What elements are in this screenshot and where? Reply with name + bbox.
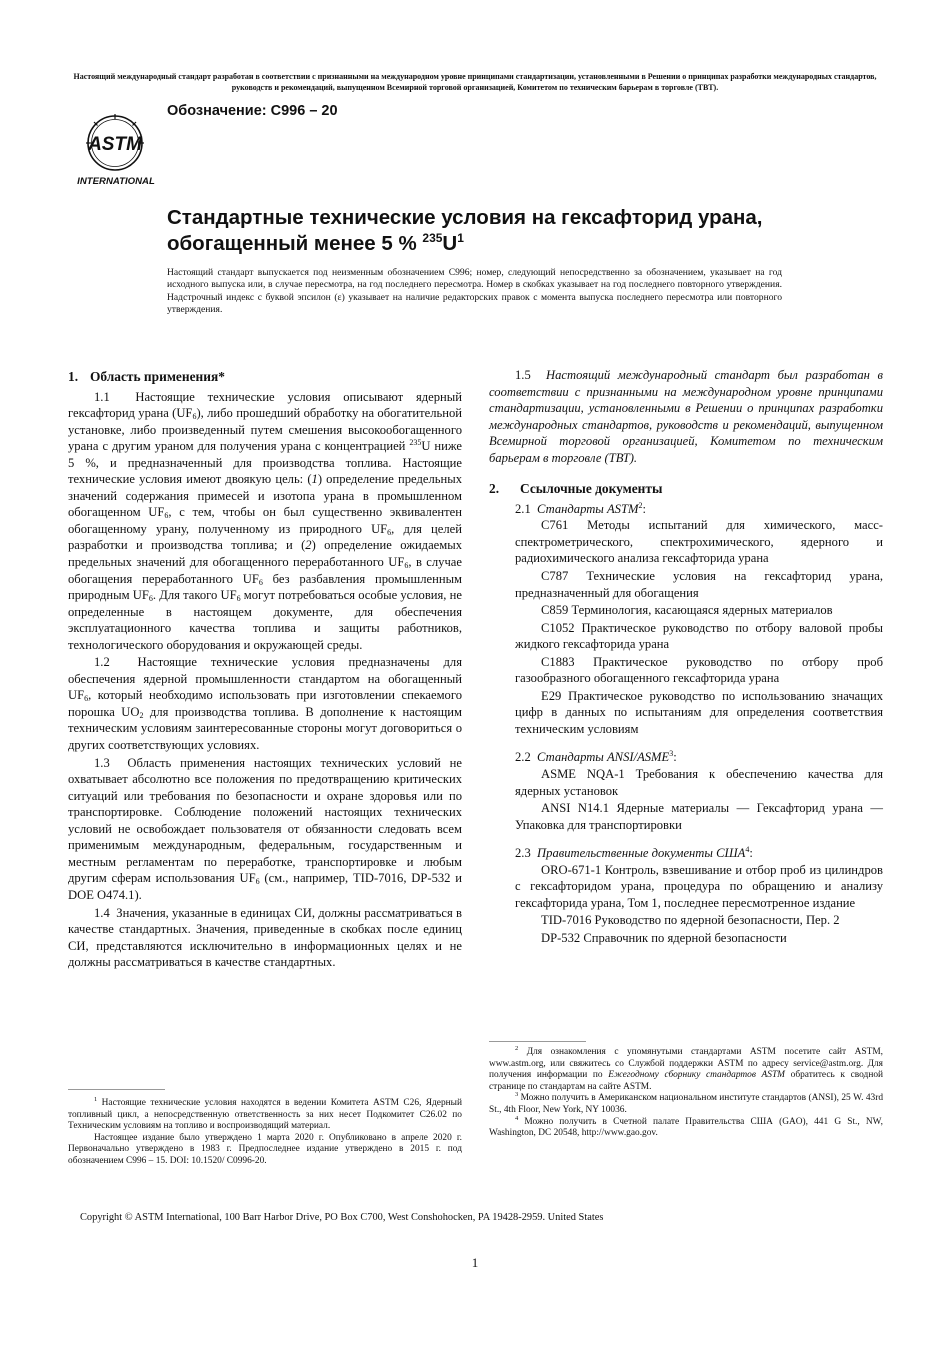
ansi-reference-list [489, 766, 883, 833]
footnote-1-edition: Настоящее издание было утверждено 1 марта 2020 г. Опубликовано в апреле 2020 г. Первоначально утверждено в 1983 г. Предпоследнее издание утверждено в 2015 г. под обозначением C996 – 15. DOI: 10.1520/ C0996-20. [68, 1132, 462, 1166]
footnotes-left [68, 1098, 462, 1168]
subsection-2-1: 2.1 Стандарты ASTM$^2$: [515, 500, 646, 516]
reference-item: DP-532 Справочник по ядерной безопасности [541, 930, 787, 945]
footnote-4: $^4$ Можно получить в Счетной палате Правительства США (GAO), 441 G St., NW, Washington, DC 20548, http://www.gao.gov. [489, 1114, 883, 1139]
reference-item: E29 Практическое руководство по использованию значащих цифр в данных по испытаниям для определения соответствия техническим условиям [515, 688, 883, 736]
section-2-title: 2. Ссылочные документы [489, 481, 663, 497]
footnote-1: $^1$ Настоящие технические условия находятся в ведении Комитета ASTM C26, Ядерный топливный цикл, а непосредственную ответственность за них несет Подкомитет C26.02 по Техническим условиям на топливо и воспроизводящий материал. [68, 1096, 462, 1132]
footnote-3: $^3$ Можно получить в Американском национальном институте стандартов (ANSI), 25 W. 43rd St., 4th Floor, New York, NY 10036. [489, 1091, 884, 1115]
standard-designation: Обозначение: C996 – 20 [167, 103, 338, 119]
reference-item: C1883 Практическое руководство по отбору проб газообразного обогащенного гексафторида урана [515, 654, 883, 686]
reference-item: TID-7016 Руководство по ядерной безопасности, Пер. 2 [541, 913, 840, 928]
reference-item: ASME NQA-1 Требования к обеспечению качества для ядерных установок [515, 767, 883, 798]
paragraph-1-4: 1.4 Значения, указанные в единицах СИ, должны рассматриваться в качестве стандартных. Значения, приведенные в скобках после единиц СИ, представляются исключительно в информационных целях и не должны рассматриваться в качестве стандартных. [68, 905, 463, 970]
page-number: 1 [471, 1255, 479, 1270]
reference-item: C787 Технические условия на гексафторид урана, предназначенный для обогащения [515, 569, 883, 600]
reference-item: C761 Методы испытаний для химического, масс-спектрометрического, спектрохимического, ядерного и радиохимического анализа гексафторида урана [515, 518, 883, 566]
paragraph-1-2: 1.2 Настоящие технические условия предназначены для обеспечения ядерной промышленности стандартом на обогащенный $UF_6$, который необходимо использовать при изготовлении спекаемого порошка $UO_2$ для производства топлива. В дополнение к настоящим техническим условиям заинтересованные стороны могут договориться о других соответствующих условиях. [68, 655, 462, 753]
footnote-rule-right [489, 1041, 586, 1042]
reference-item: C859 Терминология, касающаяся ядерных материалов [541, 603, 833, 618]
footnote-rule-left [68, 1089, 165, 1090]
subsection-2-3: 2.3 Правительственные документы США$^4$: [515, 845, 753, 861]
copyright-line: Copyright © ASTM International, 100 Barr Harbor Drive, PO Box C700, West Conshohocken, PA 19428-2959. United States [80, 1212, 604, 1223]
section-1-title: 1. Область применения* [68, 369, 225, 384]
logo-text-top: ASTM [88, 134, 142, 155]
logo-text-bottom: INTERNATIONAL [77, 176, 155, 187]
intro-note: Настоящий стандарт выпускается под неизменным обозначением C996; номер, следующий непосредственно за обозначением, указывает на год исходного выпуска или, в случае пересмотра, на год последнего пересмотра. Номер в скобках указывает на год последнего повторного утверждения. Надстрочный индекс с буквой эпсилон (ε) указывает на наличие редакторских правок с момента выпуска последнего пересмотра или повторного утверждения. [167, 267, 782, 316]
paragraph-1-3: 1.3 Область применения настоящих технических условий не охватывает абсолютно все положения по предотвращению критических ситуаций или требования по безопасности и охране здоровья или по транспортировке. Соблюдение положений настоящих технических условий не освобождает пользователя от обязанности следовать всем применимым международным, федеральным, государственным и местным регламентам по переработке, транспортировке и любым другим сферам использования $UF_6$ (см., например, TID-7016, DP-532 и DOE O474.1). [68, 755, 463, 902]
subsection-2-2: 2.2 Стандарты ANSI/ASME$^3$: [515, 749, 677, 765]
left-column [68, 369, 462, 971]
top-note: Настоящий международный стандарт разработан в соответствии с признанными на международном уровне принципами стандартизации, установленными в Решении о принципах разработки международных стандартов, руководств и рекомендаций, выпущенном Всемирной торговой организацией, Комитетом по техническим барьерам в торговле (ТВТ). [73, 72, 877, 92]
reference-item: ANSI N14.1 Ядерные материалы — Гексафторид урана — Упаковка для транспортировки [515, 801, 883, 832]
document-title: Стандартные технические условия на гексафторид урана, обогащенный менее 5 % $^{235}U^1$ [167, 206, 763, 255]
astm-logo [75, 113, 157, 189]
reference-item: ORO-671-1 Контроль, взвешивание и отбор проб из цилиндров с гексафторидом урана, процедура по обращению и анализу гексафторида урана, Том 1, последнее пересмотренное издание [515, 862, 883, 910]
footnotes-right [489, 1047, 883, 1140]
reference-item: C1052 Практическое руководство по отбору валовой пробы жидкого гексафторида урана [515, 620, 883, 652]
astm-reference-list [489, 517, 883, 737]
government-reference-list [489, 862, 883, 947]
footnote-2: $^2$ Для ознакомления с упомянутыми стандартами ASTM посетите сайт ASTM, www.astm.org, или свяжитесь со Службой поддержки ASTM по адресу service@astm.org. Для получения информации по Ежегодному сборнику стандартов ASTM обратитесь к сводной странице по стандартам на сайте ASTM. [489, 1045, 884, 1092]
paragraph-1-1: 1.1 Настоящие технические условия описывают ядерный гексафторид урана $(UF_6)$, либо прошедший обработку на обогатительной установке, либо произведенный путем смешения высокообогащенного урана с другим ураном для получения урана с концентрацией $^{235}$U ниже 5 %, и предназначенный для производства топлива. Настоящие технические условия имеют двоякую цель: (1) определение предельных значений содержания примесей и изотопа урана в промышленном обогащенном $UF_6$, с тем, чтобы он был существенно эквивалентен обогащенному урану, полученному из природного $UF_6$, для целей разработки и производства топлива; и (2) определение ожидаемых предельных значений для обогащенного переработанного $UF_6$, в случае обогащения переработанного $UF_6$ без разбавления промышленным природным $UF_6$. Для такого $UF_6$ могут потребоваться особые условия, не определенные в настоящем документе, для обеспечения эксплуатационного качества топлива и защиты работников, технологического оборудования и окружающей среды. [68, 389, 463, 652]
right-column [489, 367, 883, 947]
paragraph-1-5: 1.5 Настоящий международный стандарт был разработан в соответствии с признанными на международном уровне принципами стандартизации, установленными в Решении о принципах разработки международных стандартов, руководств и рекомендаций, выпущенном Всемирной торговой организацией, Комитетом по техническим барьерам в торговле (ТВТ). [489, 368, 884, 465]
